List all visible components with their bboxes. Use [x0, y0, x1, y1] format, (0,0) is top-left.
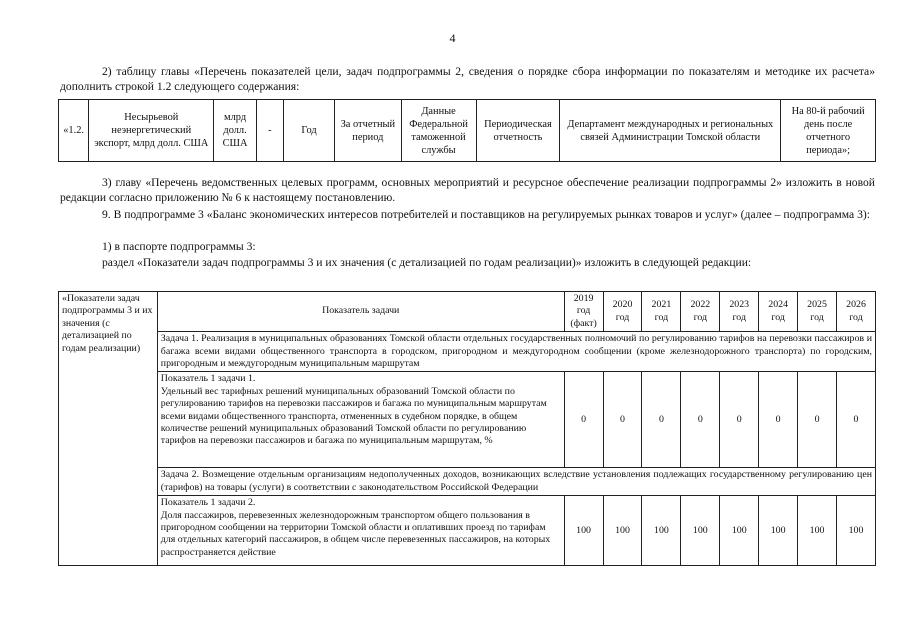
indicator-text: Удельный вес тарифных решений муниципальных образований Томской области по регулированию тарифов на перевозки пассажиров и багажа по муниципальным маршрутам всеми видами общественного транспорта, отмененных в судебном порядке, в общем количестве решений муниципальных образований Томской области по регулированию тарифов на перевозки пассажиров и багажа по муниципальным маршрутам, %: [160, 385, 547, 447]
reporting-period: За отчетный период: [335, 100, 401, 162]
indicator-table-row-1-2: [58, 99, 876, 162]
value-cell: 0: [564, 372, 603, 468]
value-cell: 100: [681, 496, 720, 566]
paragraph-passport: 1) в паспорте подпрограммы 3:: [102, 240, 256, 253]
value-cell: 100: [720, 496, 759, 566]
data-source: Данные Федеральной таможенной службы: [401, 100, 476, 162]
year-2019: 2019 год (факт): [564, 292, 603, 332]
value-cell: 100: [837, 496, 876, 566]
paragraph-table-amendment: 2) таблицу главы «Перечень показателей цели, задач подпрограммы 2, сведения о порядке сбора информации по показателям и методике их расчета» дополнить строкой 1.2 следующего содержания:: [60, 65, 875, 93]
value-cell: 0: [759, 372, 798, 468]
page-number: 4: [449, 31, 456, 45]
value-cell: 0: [642, 372, 681, 468]
indicator-text: Доля пассажиров, перевезенных железнодорожным транспортом общего пользования в пригородном сообщении на территории Томской области и оплативших проезд по тарифам для отдельных категорий пассажиров, в общем числе перевезенных пассажиров, на которых распространяется действие: [160, 509, 551, 558]
year-2025: 2025 год: [798, 292, 837, 332]
value-cell: 100: [603, 496, 642, 566]
indicator-title: Показатель 1 задачи 1.: [160, 373, 256, 385]
value-cell: 100: [759, 496, 798, 566]
value-cell: 0: [837, 372, 876, 468]
responsible-department: Департамент международных и региональных связей Администрации Томской области: [560, 100, 781, 162]
header-indicator: Показатель задачи: [157, 292, 564, 332]
paragraph-section-replacement: раздел «Показатели задач подпрограммы 3 и их значения (с детализацией по годам реализации)» изложить в следующей редакции:: [102, 256, 752, 269]
row-number: «1.2.: [59, 100, 89, 162]
value-cell: 0: [720, 372, 759, 468]
year-2021: 2021 год: [642, 292, 681, 332]
deadline: На 80-й рабочий день после отчетного периода»;: [781, 100, 876, 162]
side-label: «Показатели задач подпрограммы 3 и их значения (с детализацией по годам реализации): [59, 292, 158, 566]
paragraph-chapter-replacement: 3) главу «Перечень ведомственных целевых программ, основных мероприятий и ресурсное обеспечение реализации подпрограммы 2» изложить в новой редакции согласно приложению № 6 к настоящему постановлению.: [60, 176, 875, 204]
year-2022: 2022 год: [681, 292, 720, 332]
unit: млрд долл. США: [214, 100, 256, 162]
value-cell: 0: [798, 372, 837, 468]
frequency: Периодическая отчетность: [476, 100, 560, 162]
dash-cell: -: [256, 100, 283, 162]
value-cell: 100: [564, 496, 603, 566]
year-2024: 2024 год: [759, 292, 798, 332]
indicator-1-task-1: [157, 372, 564, 468]
value-cell: 100: [798, 496, 837, 566]
value-cell: 100: [642, 496, 681, 566]
paragraph-subprogram-3: 9. В подпрограмме 3 «Баланс экономических интересов потребителей и поставщиков на регулируемых рынках товаров и услуг» (далее – подпрограмма 3):: [102, 208, 870, 221]
period: Год: [284, 100, 335, 162]
task-indicators-table: [58, 291, 876, 566]
year-2023: 2023 год: [720, 292, 759, 332]
indicator-1-task-2: [157, 496, 564, 566]
task-2: Задача 2. Возмещение отдельным организациям недополученных доходов, возникающих вследствие установления подлежащих государственному регулированию цен (тарифов) на товары (услуги) в соответствии с законодательством Российской Федерации: [157, 468, 875, 496]
indicator-title: Показатель 1 задачи 2.: [160, 497, 256, 509]
year-2026: 2026 год: [837, 292, 876, 332]
indicator-name: Несырьевой неэнергетический экспорт, млрд долл. США: [89, 100, 214, 162]
task-1: Задача 1. Реализация в муниципальных образованиях Томской области отдельных государственных полномочий по регулированию тарифов на перевозки пассажиров и багажа всеми видами общественного транспорта в городском, пригородном и междугородном сообщении (кроме железнодорожного транспорта) по городским, пригородным и междугородным муниципальным маршрутам: [157, 332, 875, 372]
value-cell: 0: [603, 372, 642, 468]
year-2020: 2020 год: [603, 292, 642, 332]
value-cell: 0: [681, 372, 720, 468]
